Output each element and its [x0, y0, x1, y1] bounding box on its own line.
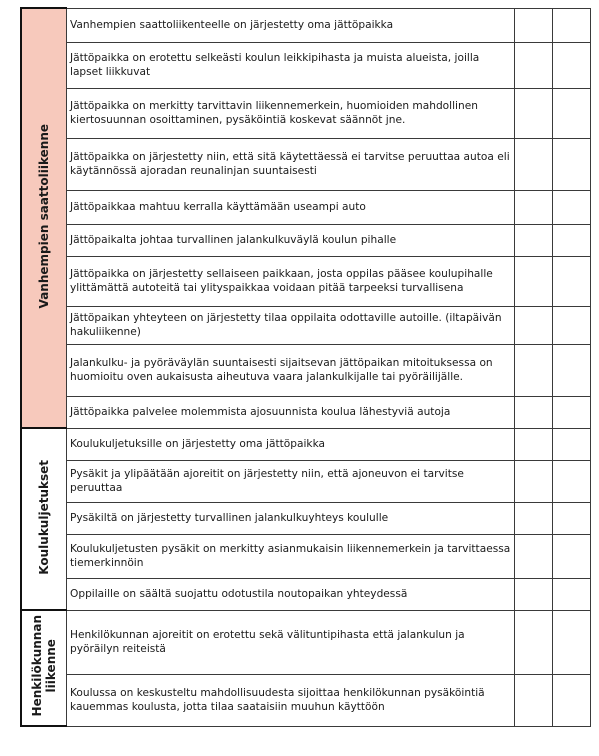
check-cell[interactable] — [553, 344, 591, 396]
check-cell[interactable] — [553, 674, 591, 726]
check-cell[interactable] — [553, 460, 591, 502]
check-cell[interactable] — [515, 578, 553, 610]
check-cell[interactable] — [515, 460, 553, 502]
check-cell[interactable] — [515, 224, 553, 256]
table-row — [21, 610, 591, 674]
section-title: Koulukuljetukset — [37, 459, 51, 575]
table-row — [21, 534, 591, 578]
checklist-item: Pysäkit ja ylipäätään ajoreitit on järjestetty niin, että ajoneuvon ei tarvitse peruuttaa — [67, 460, 515, 502]
checklist-item: Jättöpaikan yhteyteen on järjestetty tilaa oppilaita odottaville autoille. (iltapäivän hakuliikenne) — [67, 306, 515, 344]
check-cell[interactable] — [515, 190, 553, 224]
check-cell[interactable] — [553, 534, 591, 578]
check-cell[interactable] — [515, 534, 553, 578]
check-cell[interactable] — [553, 256, 591, 306]
section-header-staff-traffic — [21, 610, 67, 726]
table-row — [21, 190, 591, 224]
check-cell[interactable] — [553, 138, 591, 190]
check-cell[interactable] — [515, 8, 553, 42]
table-row — [21, 8, 591, 42]
check-cell[interactable] — [553, 8, 591, 42]
section-title: Vanhempien saattoliikenne — [37, 123, 51, 309]
checklist-item: Jättöpaikkaa mahtuu kerralla käyttämään useampi auto — [67, 190, 515, 224]
checklist-item: Oppilaille on säältä suojattu odotustila noutopaikan yhteydessä — [67, 578, 515, 610]
checklist-item: Vanhempien saattoliikenteelle on järjestetty oma jättöpaikka — [67, 8, 515, 42]
table-row — [21, 224, 591, 256]
check-cell[interactable] — [515, 610, 553, 674]
checklist-item: Jättöpaikka on erotettu selkeästi koulun leikkipihasta ja muista alueista, joilla lapset liikkuvat — [67, 42, 515, 88]
check-cell[interactable] — [515, 502, 553, 534]
checklist-item: Koulussa on keskusteltu mahdollisuudesta sijoittaa henkilökunnan pysäköintiä kauemmas koulusta, jotta tilaa saataisiin muuhun käyttöön — [67, 674, 515, 726]
check-cell[interactable] — [553, 306, 591, 344]
checklist-item: Jättöpaikka on järjestetty sellaiseen paikkaan, josta oppilas pääsee koulupihalle ylittämättä autoteitä tai ylityspaikkaa voidaan pitää tarpeeksi turvallisena — [67, 256, 515, 306]
check-cell[interactable] — [553, 610, 591, 674]
checklist-item: Koulukuljetuksille on järjestetty oma jättöpaikka — [67, 428, 515, 460]
table-row — [21, 256, 591, 306]
checklist-item: Jalankulku- ja pyöräväylän suuntaisesti sijaitsevan jättöpaikan mitoituksessa on huomioitu oven aukaisusta aiheutuva vaara jalankulkijalle tai pyöräilijälle. — [67, 344, 515, 396]
table-row — [21, 138, 591, 190]
table-row — [21, 306, 591, 344]
check-cell[interactable] — [553, 396, 591, 428]
check-cell[interactable] — [553, 42, 591, 88]
check-cell[interactable] — [515, 256, 553, 306]
check-cell[interactable] — [553, 88, 591, 138]
check-cell[interactable] — [515, 138, 553, 190]
table-row — [21, 674, 591, 726]
check-cell[interactable] — [515, 396, 553, 428]
checklist-item: Henkilökunnan ajoreitit on erotettu sekä välituntipihasta että jalankulun ja pyöräilyn reiteistä — [67, 610, 515, 674]
table-row — [21, 42, 591, 88]
check-cell[interactable] — [553, 428, 591, 460]
table-row — [21, 428, 591, 460]
table-row — [21, 578, 591, 610]
section-header-parent-traffic — [21, 8, 67, 428]
checklist-item: Jättöpaikalta johtaa turvallinen jalankulkuväylä koulun pihalle — [67, 224, 515, 256]
checklist-item: Pysäkiltä on järjestetty turvallinen jalankulkuyhteys koululle — [67, 502, 515, 534]
table-row — [21, 396, 591, 428]
check-cell[interactable] — [553, 578, 591, 610]
table-row — [21, 502, 591, 534]
table-row — [21, 344, 591, 396]
check-cell[interactable] — [515, 88, 553, 138]
check-cell[interactable] — [553, 190, 591, 224]
check-cell[interactable] — [515, 306, 553, 344]
checklist-item: Jättöpaikka on merkitty tarvittavin liikennemerkein, huomioiden mahdollinen kiertosuunnan osoittaminen, pysäköintiä koskevat säännöt jne. — [67, 88, 515, 138]
section-title: Henkilökunnan liikenne — [30, 615, 58, 717]
check-cell[interactable] — [515, 674, 553, 726]
section-header-school-transport — [21, 428, 67, 610]
checklist-item: Koulukuljetusten pysäkit on merkitty asianmukaisin liikennemerkein ja tarvittaessa tiemerkinnöin — [67, 534, 515, 578]
checklist-item: Jättöpaikka palvelee molemmista ajosuunnista koulua lähestyviä autoja — [67, 396, 515, 428]
checklist-table — [20, 7, 591, 727]
check-cell[interactable] — [553, 502, 591, 534]
checklist-item: Jättöpaikka on järjestetty niin, että sitä käytettäessä ei tarvitse peruuttaa autoa eli käytännössä ajoradan reunalinjan suuntaisesti — [67, 138, 515, 190]
check-cell[interactable] — [515, 428, 553, 460]
check-cell[interactable] — [553, 224, 591, 256]
check-cell[interactable] — [515, 42, 553, 88]
table-row — [21, 460, 591, 502]
check-cell[interactable] — [515, 344, 553, 396]
table-row — [21, 88, 591, 138]
